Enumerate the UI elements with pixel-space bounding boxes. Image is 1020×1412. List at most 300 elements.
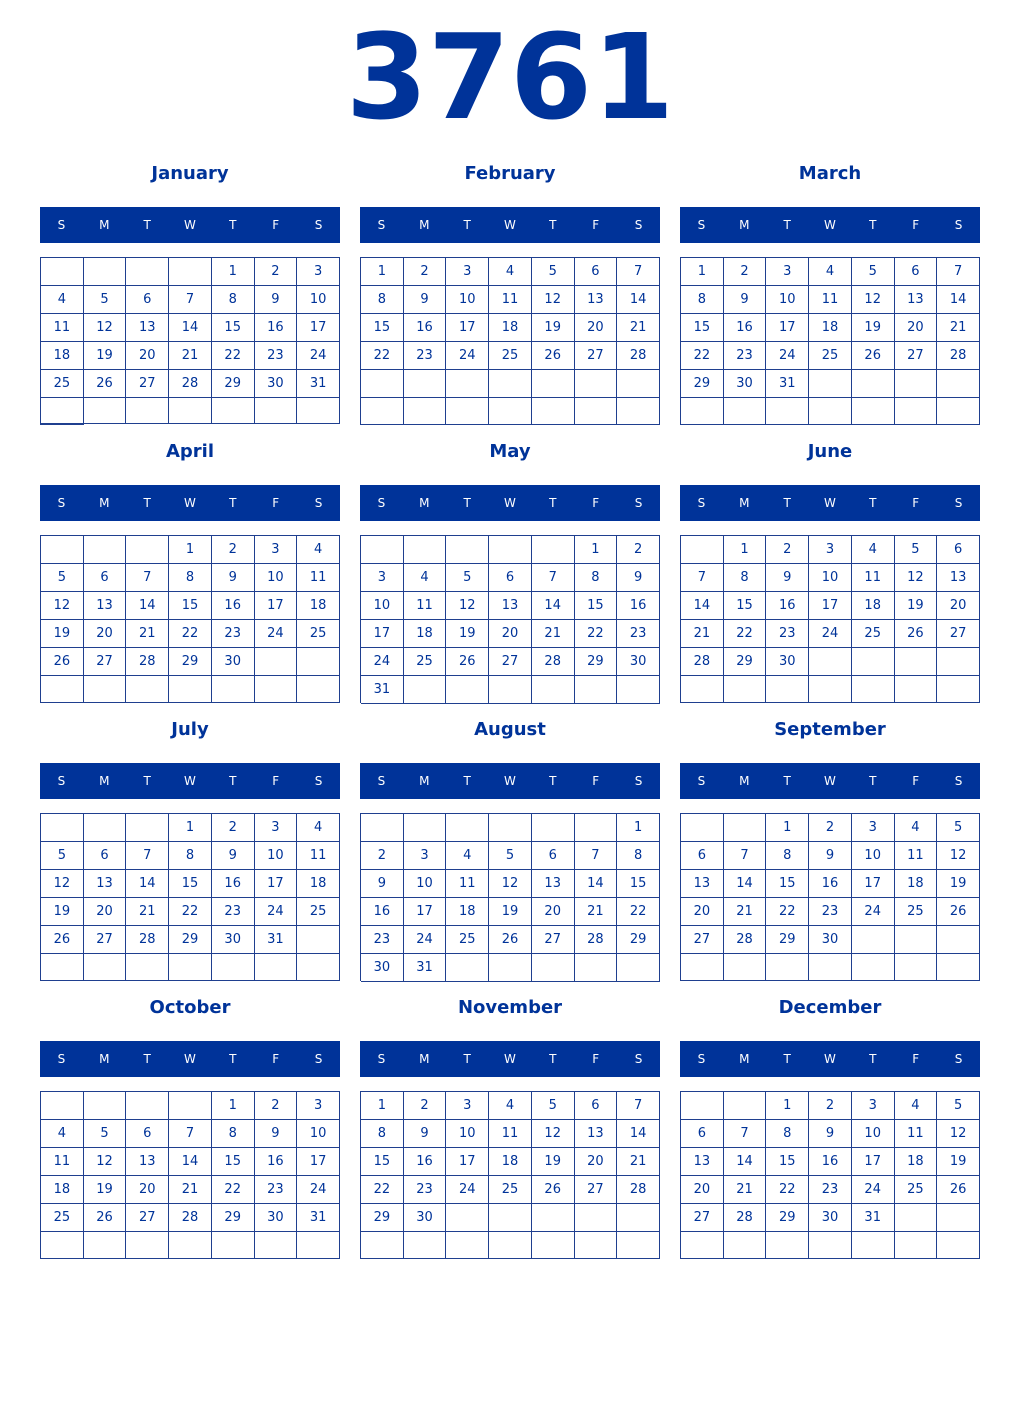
day-cell: [126, 676, 169, 703]
day-cell: 24: [446, 342, 489, 370]
weekday-label: M: [99, 218, 110, 232]
weekday-label: M: [739, 496, 750, 510]
day-cell: 10: [852, 1120, 895, 1148]
day-cell: [126, 814, 169, 842]
weekday-label: S: [57, 774, 66, 788]
weekday-label: S: [954, 1052, 963, 1066]
day-cell: 28: [937, 342, 980, 370]
day-cell: [404, 398, 447, 426]
day-cell: 6: [681, 1120, 724, 1148]
day-cell: 13: [126, 314, 169, 342]
day-cell: [532, 1204, 575, 1232]
day-cell: [84, 814, 127, 842]
day-cell: 26: [84, 370, 127, 398]
day-cell: [809, 648, 852, 676]
day-cell: 19: [532, 314, 575, 342]
day-cell: 2: [255, 258, 298, 286]
day-cell: 26: [937, 898, 980, 926]
day-cell: [255, 398, 298, 424]
day-cell: 11: [852, 564, 895, 592]
day-cell: 21: [575, 898, 618, 926]
day-cell: [169, 398, 212, 424]
day-cell: 25: [297, 898, 340, 926]
weekday-label: T: [869, 1052, 877, 1066]
weekday-label: W: [504, 218, 516, 232]
day-cell: 11: [41, 1148, 84, 1176]
day-cell: [575, 370, 618, 398]
weekday-label: F: [272, 774, 280, 788]
day-cell: 25: [41, 370, 84, 398]
day-cell: [84, 398, 127, 424]
day-cell: 2: [212, 536, 255, 564]
month-april: [40, 438, 340, 704]
day-cell: 9: [766, 564, 809, 592]
day-cell: [126, 1092, 169, 1120]
day-cell: 1: [681, 258, 724, 286]
day-cell: [41, 954, 84, 981]
day-cell: 11: [895, 842, 938, 870]
weekday-label: T: [783, 1052, 791, 1066]
day-cell: 23: [212, 898, 255, 926]
day-cell: 29: [212, 1204, 255, 1232]
day-cell: 20: [575, 1148, 618, 1176]
day-cell: [852, 954, 895, 981]
day-cell: [724, 676, 767, 703]
day-cell: 2: [617, 536, 660, 564]
day-cell: 17: [852, 1148, 895, 1176]
day-cell: 27: [681, 926, 724, 954]
day-cell: 15: [169, 592, 212, 620]
day-cell: 18: [489, 314, 532, 342]
day-cell: 23: [404, 1176, 447, 1204]
day-cell: [575, 814, 618, 842]
day-cell: 2: [255, 1092, 298, 1120]
weekday-header: [40, 485, 340, 521]
weekday-header: [360, 485, 660, 521]
weekday-label: T: [463, 218, 471, 232]
day-cell: 3: [404, 842, 447, 870]
day-cell: [489, 398, 532, 426]
day-cell: [489, 1204, 532, 1232]
day-cell: 11: [489, 1120, 532, 1148]
day-grid: [40, 257, 340, 425]
day-cell: [126, 398, 169, 424]
day-cell: 2: [724, 258, 767, 286]
day-cell: 4: [297, 536, 340, 564]
day-cell: 9: [404, 286, 447, 314]
day-cell: [532, 814, 575, 842]
day-cell: 26: [895, 620, 938, 648]
day-cell: [404, 536, 447, 564]
weekday-label: M: [419, 218, 430, 232]
day-cell: 25: [41, 1204, 84, 1232]
day-cell: 25: [404, 648, 447, 676]
day-cell: 3: [852, 814, 895, 842]
day-cell: 19: [41, 898, 84, 926]
day-grid: [40, 1091, 340, 1259]
weekday-header: [680, 485, 980, 521]
day-cell: [895, 954, 938, 981]
day-cell: [212, 1232, 255, 1259]
day-cell: 24: [852, 898, 895, 926]
day-cell: 14: [724, 870, 767, 898]
day-cell: 16: [255, 1148, 298, 1176]
day-cell: 19: [84, 1176, 127, 1204]
day-cell: 25: [852, 620, 895, 648]
day-cell: 23: [766, 620, 809, 648]
day-cell: 30: [255, 1204, 298, 1232]
day-cell: 19: [852, 314, 895, 342]
weekday-header: [360, 207, 660, 243]
day-cell: 24: [297, 342, 340, 370]
day-cell: [852, 676, 895, 703]
day-cell: 28: [169, 1204, 212, 1232]
day-cell: 24: [255, 620, 298, 648]
day-cell: [575, 954, 618, 982]
month-october: [40, 994, 340, 1260]
weekday-label: S: [377, 1052, 386, 1066]
day-cell: [255, 1232, 298, 1259]
day-cell: 25: [489, 342, 532, 370]
day-cell: 20: [895, 314, 938, 342]
day-cell: 16: [212, 592, 255, 620]
day-cell: 11: [41, 314, 84, 342]
day-cell: 8: [617, 842, 660, 870]
day-cell: 12: [895, 564, 938, 592]
day-cell: 28: [724, 1204, 767, 1232]
calendar-grid: [40, 160, 980, 1260]
day-cell: 2: [361, 842, 404, 870]
day-cell: 7: [169, 286, 212, 314]
day-cell: 4: [446, 842, 489, 870]
day-cell: 24: [852, 1176, 895, 1204]
weekday-label: T: [143, 1052, 151, 1066]
weekday-header: [680, 1041, 980, 1077]
day-cell: [169, 258, 212, 286]
day-cell: 1: [766, 814, 809, 842]
day-cell: 7: [937, 258, 980, 286]
day-cell: [809, 370, 852, 398]
day-cell: 22: [766, 898, 809, 926]
month-name: March: [798, 163, 862, 184]
day-cell: 12: [532, 286, 575, 314]
weekday-label: S: [314, 218, 323, 232]
day-cell: [895, 398, 938, 425]
day-cell: 14: [126, 592, 169, 620]
day-cell: [532, 370, 575, 398]
weekday-label: T: [869, 218, 877, 232]
weekday-label: T: [869, 774, 877, 788]
day-cell: 16: [809, 870, 852, 898]
day-cell: 15: [766, 870, 809, 898]
weekday-label: S: [57, 218, 66, 232]
day-cell: [937, 954, 980, 981]
weekday-label: T: [229, 1052, 237, 1066]
day-cell: [255, 954, 298, 981]
day-cell: 8: [575, 564, 618, 592]
weekday-label: W: [824, 218, 836, 232]
day-cell: 15: [212, 1148, 255, 1176]
day-cell: [361, 814, 404, 842]
weekday-label: M: [419, 496, 430, 510]
day-cell: [809, 398, 852, 425]
day-cell: 23: [617, 620, 660, 648]
day-cell: 23: [255, 1176, 298, 1204]
day-cell: 10: [255, 564, 298, 592]
weekday-label: W: [184, 774, 196, 788]
day-cell: 16: [404, 1148, 447, 1176]
month-name: August: [474, 719, 546, 740]
day-cell: 17: [297, 314, 340, 342]
day-cell: [84, 954, 127, 981]
weekday-label: F: [272, 1052, 280, 1066]
weekday-label: S: [954, 774, 963, 788]
day-cell: [895, 370, 938, 398]
day-cell: [297, 1232, 340, 1259]
day-cell: 18: [404, 620, 447, 648]
day-cell: 5: [41, 842, 84, 870]
day-cell: 5: [41, 564, 84, 592]
month-may: [360, 438, 660, 704]
day-cell: 13: [489, 592, 532, 620]
day-cell: [297, 926, 340, 954]
day-cell: 20: [84, 620, 127, 648]
day-cell: 1: [766, 1092, 809, 1120]
day-cell: 8: [724, 564, 767, 592]
day-cell: [617, 676, 660, 704]
day-cell: [489, 536, 532, 564]
year-title: 3761: [345, 8, 675, 146]
day-cell: 17: [766, 314, 809, 342]
day-cell: 22: [212, 342, 255, 370]
day-cell: 22: [681, 342, 724, 370]
day-cell: [617, 954, 660, 982]
day-cell: [446, 954, 489, 982]
weekday-label: T: [549, 496, 557, 510]
day-cell: 13: [937, 564, 980, 592]
month-march: [680, 160, 980, 426]
day-cell: 10: [404, 870, 447, 898]
day-cell: [895, 1232, 938, 1259]
day-cell: 3: [766, 258, 809, 286]
day-cell: 25: [895, 1176, 938, 1204]
day-cell: 26: [41, 648, 84, 676]
day-cell: 27: [126, 370, 169, 398]
day-cell: 4: [809, 258, 852, 286]
day-cell: 20: [489, 620, 532, 648]
day-cell: 27: [937, 620, 980, 648]
day-cell: 5: [489, 842, 532, 870]
day-cell: 3: [255, 536, 298, 564]
day-cell: 31: [404, 954, 447, 982]
day-cell: 19: [489, 898, 532, 926]
day-cell: 15: [724, 592, 767, 620]
day-cell: 15: [361, 1148, 404, 1176]
day-cell: 13: [681, 1148, 724, 1176]
day-cell: 19: [41, 620, 84, 648]
day-cell: [681, 398, 724, 425]
day-cell: [126, 258, 169, 286]
day-cell: 4: [489, 258, 532, 286]
day-cell: [575, 398, 618, 426]
day-cell: 27: [532, 926, 575, 954]
day-cell: 24: [255, 898, 298, 926]
weekday-label: T: [143, 218, 151, 232]
day-cell: 9: [724, 286, 767, 314]
month-december: [680, 994, 980, 1260]
day-cell: [724, 954, 767, 981]
day-cell: [126, 954, 169, 981]
day-cell: 7: [681, 564, 724, 592]
weekday-label: T: [143, 496, 151, 510]
day-cell: [852, 370, 895, 398]
day-cell: 30: [724, 370, 767, 398]
day-cell: 21: [617, 314, 660, 342]
weekday-label: W: [504, 496, 516, 510]
day-cell: 7: [532, 564, 575, 592]
day-cell: [766, 1232, 809, 1259]
day-cell: 28: [724, 926, 767, 954]
day-cell: 27: [681, 1204, 724, 1232]
day-cell: [169, 1092, 212, 1120]
weekday-header: [40, 763, 340, 799]
day-cell: 17: [809, 592, 852, 620]
weekday-label: S: [954, 218, 963, 232]
day-cell: 9: [404, 1120, 447, 1148]
weekday-label: S: [697, 774, 706, 788]
day-cell: 4: [895, 814, 938, 842]
day-cell: 23: [361, 926, 404, 954]
day-cell: 26: [532, 1176, 575, 1204]
day-cell: 11: [489, 286, 532, 314]
day-cell: [41, 424, 84, 425]
day-cell: 10: [361, 592, 404, 620]
day-cell: 26: [852, 342, 895, 370]
day-cell: 5: [852, 258, 895, 286]
day-cell: 17: [446, 1148, 489, 1176]
day-cell: 2: [809, 814, 852, 842]
day-cell: 15: [212, 314, 255, 342]
day-cell: 16: [617, 592, 660, 620]
day-cell: 26: [937, 1176, 980, 1204]
day-cell: 6: [575, 258, 618, 286]
day-cell: [724, 1092, 767, 1120]
month-november: [360, 994, 660, 1260]
day-cell: 5: [937, 1092, 980, 1120]
day-cell: [489, 676, 532, 704]
day-cell: 22: [724, 620, 767, 648]
day-cell: 3: [297, 1092, 340, 1120]
day-cell: 23: [212, 620, 255, 648]
day-cell: 20: [681, 1176, 724, 1204]
weekday-label: T: [549, 1052, 557, 1066]
day-cell: 15: [575, 592, 618, 620]
day-cell: [126, 536, 169, 564]
weekday-label: S: [57, 496, 66, 510]
weekday-label: T: [463, 774, 471, 788]
day-cell: 5: [895, 536, 938, 564]
day-cell: [681, 1232, 724, 1259]
day-cell: 25: [809, 342, 852, 370]
day-cell: 29: [617, 926, 660, 954]
weekday-label: F: [912, 774, 920, 788]
day-cell: 15: [617, 870, 660, 898]
day-cell: 10: [446, 1120, 489, 1148]
day-cell: 21: [126, 898, 169, 926]
weekday-label: W: [184, 496, 196, 510]
day-cell: [41, 814, 84, 842]
day-cell: 21: [169, 1176, 212, 1204]
weekday-label: M: [739, 774, 750, 788]
weekday-label: S: [57, 1052, 66, 1066]
day-cell: 22: [617, 898, 660, 926]
weekday-header: [360, 1041, 660, 1077]
weekday-label: T: [143, 774, 151, 788]
day-cell: 5: [532, 258, 575, 286]
day-grid: [40, 535, 340, 703]
day-cell: [937, 1204, 980, 1232]
weekday-label: F: [912, 1052, 920, 1066]
day-cell: 16: [724, 314, 767, 342]
day-cell: 13: [575, 286, 618, 314]
day-cell: 7: [575, 842, 618, 870]
day-cell: [255, 648, 298, 676]
weekday-label: M: [99, 496, 110, 510]
day-cell: [681, 676, 724, 703]
day-cell: 10: [852, 842, 895, 870]
day-cell: 18: [852, 592, 895, 620]
day-cell: [937, 1232, 980, 1259]
day-cell: 12: [41, 592, 84, 620]
day-cell: 26: [41, 926, 84, 954]
weekday-label: T: [869, 496, 877, 510]
day-cell: 12: [489, 870, 532, 898]
weekday-label: F: [272, 218, 280, 232]
weekday-header: [680, 207, 980, 243]
day-cell: 6: [84, 564, 127, 592]
day-cell: 30: [617, 648, 660, 676]
day-cell: 6: [532, 842, 575, 870]
day-cell: 8: [361, 1120, 404, 1148]
day-cell: [489, 954, 532, 982]
month-name: September: [774, 719, 886, 740]
day-cell: 1: [617, 814, 660, 842]
day-cell: 17: [446, 314, 489, 342]
month-name: June: [807, 441, 853, 462]
day-cell: [937, 648, 980, 676]
day-cell: 28: [532, 648, 575, 676]
day-cell: [41, 1092, 84, 1120]
weekday-label: M: [419, 774, 430, 788]
day-cell: 20: [532, 898, 575, 926]
day-cell: 31: [255, 926, 298, 954]
day-cell: 14: [169, 314, 212, 342]
day-cell: 19: [937, 1148, 980, 1176]
weekday-header: [680, 763, 980, 799]
weekday-label: M: [99, 1052, 110, 1066]
day-cell: [361, 370, 404, 398]
day-grid: [360, 1091, 660, 1259]
day-cell: 8: [766, 842, 809, 870]
month-name: January: [151, 163, 229, 184]
day-cell: 13: [575, 1120, 618, 1148]
day-cell: [84, 676, 127, 703]
day-cell: 14: [617, 1120, 660, 1148]
day-cell: [895, 676, 938, 703]
day-cell: [41, 1232, 84, 1259]
day-cell: 3: [809, 536, 852, 564]
day-cell: 25: [489, 1176, 532, 1204]
